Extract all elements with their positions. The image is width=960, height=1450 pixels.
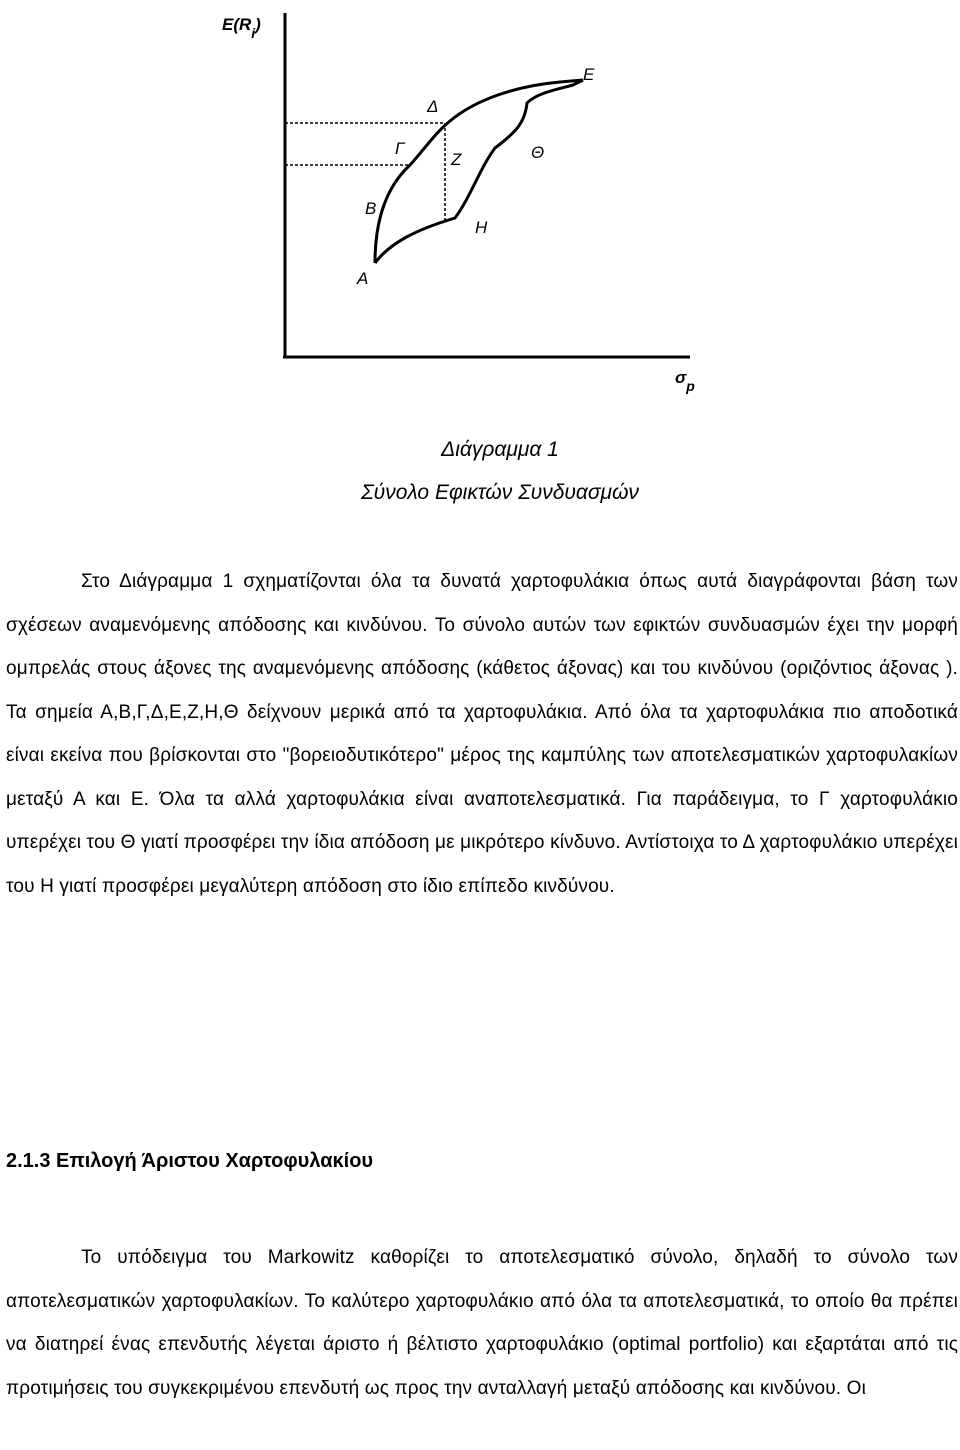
point-label-e: E: [583, 65, 595, 84]
body-paragraph-2: [6, 1236, 958, 1410]
point-label-z: Z: [451, 150, 462, 169]
y-axis-label: $E(R_i)$: [222, 15, 261, 41]
body-paragraph-1: [6, 560, 958, 908]
point-label-b: B: [365, 199, 377, 218]
point-label-h: H: [475, 218, 488, 237]
section-heading: 2.1.3 Επιλογή Άριστου Χαρτοφυλακίου: [6, 1150, 374, 1172]
point-label-a: A: [357, 269, 369, 288]
diagram-svg: [215, 8, 715, 408]
point-label-theta: Θ: [531, 143, 545, 162]
paragraph-1-text: Στο Διάγραμμα 1 σχηματίζονται όλα τα δυνατά χαρτοφυλάκια όπως αυτά διαγράφονται βάση των σχέσεων αναμενόμενης απόδοσης και κινδύνου. Το σύνολο αυτών των εφικτών συνδυασμών έχει την μορφή ομπρελάς στους άξονες της αναμενόμενης απόδοσης (κάθετος άξονας) και του κινδύνου (οριζόντιος άξονας ). Τα σημεία Α,Β,Γ,Δ,Ε,Ζ,Η,Θ δείχνουν μερικά από τα χαρτοφυλάκια. Από όλα τα χαρτοφυλάκια πιο αποδοτικά είναι εκείνα που βρίσκονται στο "βορειοδυτικότερο" μέρος της καμπύλης των αποτελεσματικών χαρτοφυλακίων μεταξύ Α και Ε. Όλα τα αλλά χαρτοφυλάκια είναι αναποτελεσματικά. Για παράδειγμα, το Γ χαρτοφυλάκιο υπερέχει του Θ γιατί προσφέρει την ίδια απόδοση με μικρότερο κίνδυνο. Αντίστοιχα το Δ χαρτοφυλάκιο υπερέχει του Η γιατί προσφέρει μεγαλύτερη απόδοση στο ίδιο επίπεδο κινδύνου.: [6, 571, 958, 897]
figure-caption-title: Διάγραμμα 1: [441, 438, 559, 461]
figure-caption-subtitle: Σύνολο Εφικτών Συνδυασμών: [361, 481, 639, 504]
feasible-set-diagram: [215, 8, 715, 408]
paragraph-2-text: Το υπόδειγμα του Markowitz καθορίζει το αποτελεσματικό σύνολο, δηλαδή το σύνολο των αποτελεσματικών χαρτοφυλακίων. Το καλύτερο χαρτοφυλάκιο από όλα τα αποτελεσματικά, το οποίο θα πρέπει να διατηρεί ένας επενδυτής λέγεται άριστο ή βέλτιστο χαρτοφυλάκιο (optimal portfolio) και εξαρτάται από τις προτιμήσεις του συγκεκριμένου επενδυτή ως προς την ανταλλαγή μεταξύ απόδοσης και κινδύνου. Οι: [6, 1247, 958, 1399]
point-label-delta: Δ: [427, 97, 439, 116]
x-axis-label: $\sigma_p$: [675, 368, 695, 394]
point-label-gamma: Γ: [395, 139, 405, 158]
